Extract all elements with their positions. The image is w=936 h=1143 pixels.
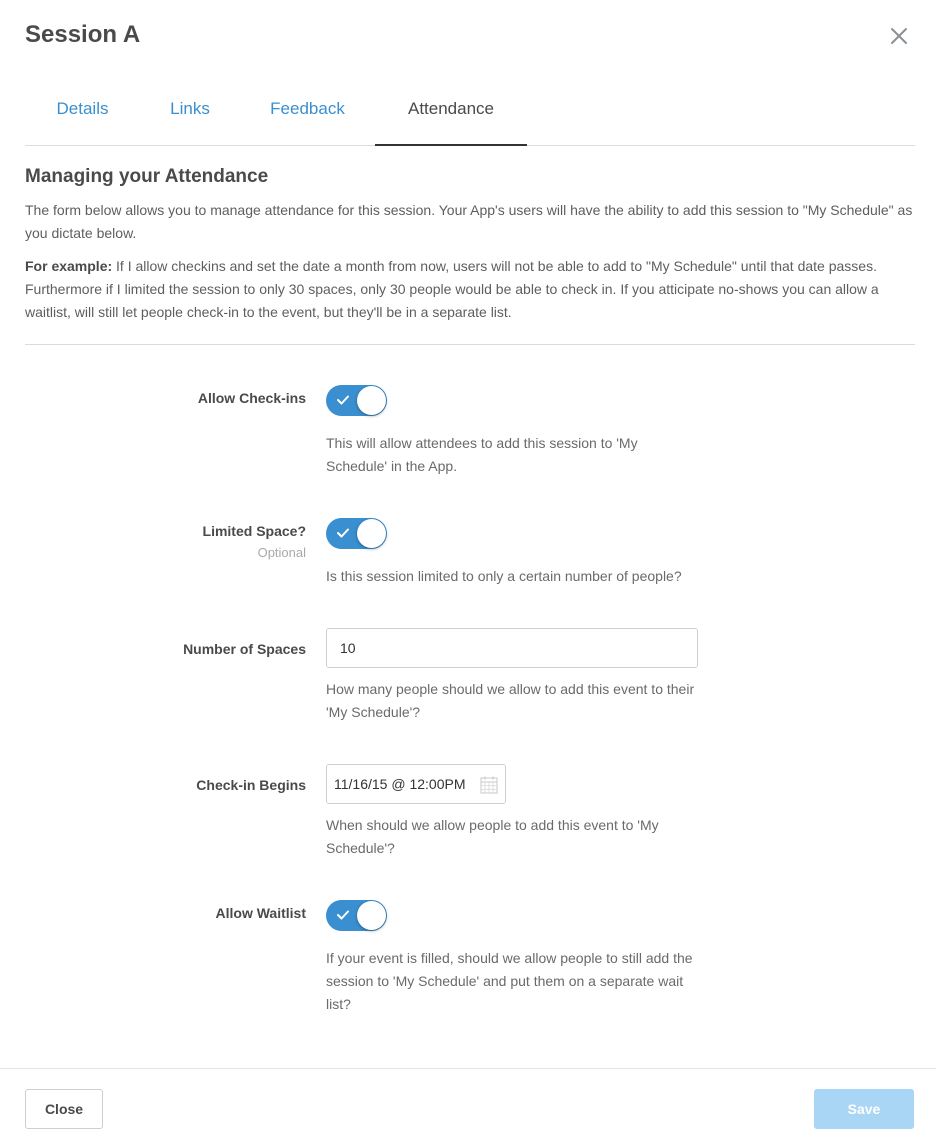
number-of-spaces-label: Number of Spaces xyxy=(183,641,306,657)
allow-waitlist-help: If your event is filled, should we allow people to still add the session to 'My Schedule' and put them on a separate wait list? xyxy=(326,950,693,1012)
tab-attendance[interactable]: Attendance xyxy=(375,80,527,146)
example-paragraph xyxy=(25,255,915,324)
tab-details[interactable]: Details xyxy=(56,99,109,118)
modal-title: Session A xyxy=(25,21,141,48)
calendar-icon[interactable] xyxy=(480,776,498,794)
limited-space-optional: Optional xyxy=(257,545,306,560)
example-label: For example: xyxy=(25,258,113,274)
limited-space-help: Is this session limited to only a certain number of people? xyxy=(326,568,682,584)
tab-feedback[interactable]: Feedback xyxy=(270,99,345,118)
close-button[interactable]: Close xyxy=(25,1089,103,1129)
checkin-begins-value: 11/16/15 @ 12:00PM xyxy=(334,776,466,792)
check-icon xyxy=(336,909,350,921)
limited-space-toggle[interactable] xyxy=(326,518,387,549)
checkin-begins-help: When should we allow people to add this event to 'My Schedule'? xyxy=(326,817,659,856)
tab-links[interactable]: Links xyxy=(170,99,210,118)
toggle-knob xyxy=(357,386,386,415)
check-icon xyxy=(336,527,350,539)
section-heading: Managing your Attendance xyxy=(25,166,269,187)
allow-checkins-toggle[interactable] xyxy=(326,385,387,416)
toggle-knob xyxy=(357,519,386,548)
limited-space-label: Limited Space? xyxy=(202,523,306,539)
save-button[interactable]: Save xyxy=(814,1089,914,1129)
toggle-knob xyxy=(357,901,386,930)
footer-divider xyxy=(0,1068,936,1069)
section-divider xyxy=(25,344,915,345)
number-of-spaces-help: How many people should we allow to add this event to their 'My Schedule'? xyxy=(326,681,695,720)
allow-waitlist-toggle[interactable] xyxy=(326,900,387,931)
checkin-begins-label: Check-in Begins xyxy=(196,777,306,793)
example-text: If I allow checkins and set the date a month from now, users will not be able to add to "My Schedule" until that date passes. Furthermore if I limited the session to only 30 spaces, only 30 people would be able to check in. If you atticipate no-shows you can allow a waitlist, will still let people check-in to the event, but they'll be in a separate list. xyxy=(25,258,879,320)
allow-waitlist-label: Allow Waitlist xyxy=(215,905,306,921)
allow-checkins-label: Allow Check-ins xyxy=(197,390,306,406)
tab-bar xyxy=(25,80,915,146)
intro-paragraph: The form below allows you to manage attendance for this session. Your App's users will have the ability to add this session to "My Schedule" as you dictate below. xyxy=(25,202,913,241)
close-icon[interactable] xyxy=(887,24,911,48)
allow-checkins-help: This will allow attendees to add this session to 'My Schedule' in the App. xyxy=(326,435,638,474)
checkin-begins-datepicker[interactable] xyxy=(326,764,506,804)
check-icon xyxy=(336,394,350,406)
number-of-spaces-input[interactable] xyxy=(326,628,698,668)
